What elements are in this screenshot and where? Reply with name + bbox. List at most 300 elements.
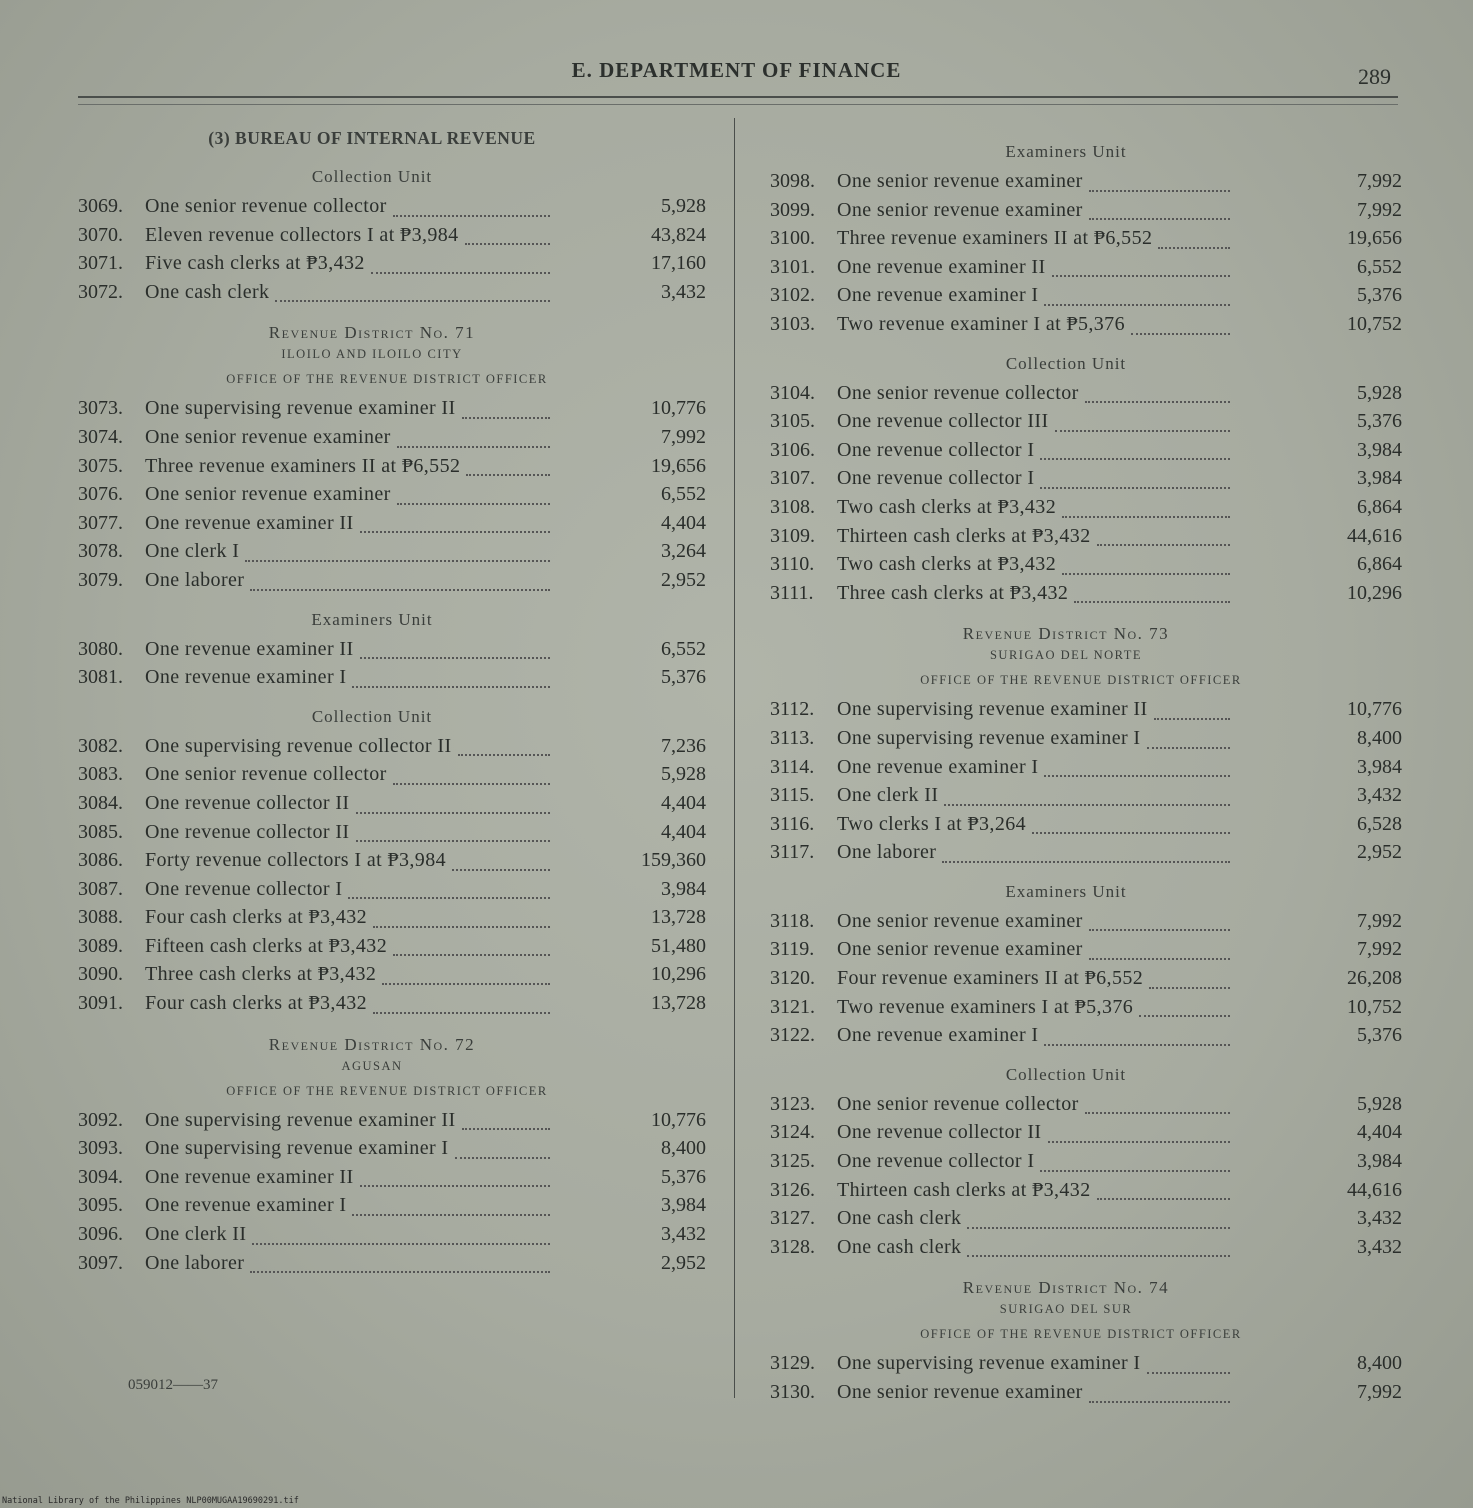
item-number: 3079. <box>78 568 123 591</box>
item-amount: 8,400 <box>1357 726 1402 749</box>
dot-leader <box>360 656 550 659</box>
line-item <box>78 397 706 426</box>
item-description: Four revenue examiners II at ₱6,552 <box>837 967 1144 990</box>
dot-leader <box>393 782 550 785</box>
item-number: 3069. <box>78 195 123 217</box>
line-item <box>770 996 1402 1025</box>
item-amount: 10,776 <box>651 397 706 420</box>
page-number: 289 <box>1358 64 1391 89</box>
dot-leader <box>1089 928 1230 931</box>
dot-leader <box>1131 332 1230 335</box>
line-item <box>78 483 706 512</box>
item-number: 3093. <box>78 1137 123 1160</box>
item-number: 3091. <box>78 992 123 1015</box>
dot-leader <box>275 299 550 302</box>
dot-leader <box>397 445 550 448</box>
line-item <box>78 735 706 764</box>
item-amount: 10,776 <box>1347 698 1402 721</box>
item-amount: 7,992 <box>661 425 706 448</box>
item-amount: 19,656 <box>651 454 706 477</box>
item-amount: 4,404 <box>661 511 706 534</box>
office-heading: OFFICE OF THE REVENUE DISTRICT OFFICER <box>920 673 1242 688</box>
item-number: 3121. <box>770 995 815 1018</box>
line-item <box>770 582 1402 611</box>
line-item <box>770 1024 1402 1053</box>
dot-leader <box>967 1226 1230 1229</box>
item-amount: 17,160 <box>651 252 706 275</box>
item-number: 3116. <box>770 812 815 835</box>
item-description: One revenue examiner II <box>145 637 354 660</box>
item-number: 3078. <box>78 540 123 563</box>
item-number: 3098. <box>770 170 815 192</box>
item-description: One revenue collector I <box>837 438 1035 461</box>
item-amount: 3,984 <box>1357 755 1402 778</box>
item-amount: 5,928 <box>661 763 706 786</box>
line-item <box>78 195 706 224</box>
item-amount: 26,208 <box>1347 967 1402 990</box>
item-description: One revenue collector I <box>145 877 343 900</box>
item-description: Five cash clerks at ₱3,432 <box>145 252 365 275</box>
item-description: One revenue examiner I <box>145 666 347 689</box>
line-item <box>78 224 706 253</box>
dot-leader <box>1040 457 1230 460</box>
item-description: Three cash clerks at ₱3,432 <box>837 581 1069 604</box>
item-number: 3128. <box>770 1235 815 1258</box>
item-description: Eleven revenue collectors I at ₱3,984 <box>145 223 459 246</box>
item-description: One supervising revenue examiner II <box>145 1108 456 1131</box>
line-item <box>770 553 1402 582</box>
line-item <box>770 967 1402 996</box>
item-number: 3105. <box>770 410 815 433</box>
office-heading: OFFICE OF THE REVENUE DISTRICT OFFICER <box>226 372 548 387</box>
item-description: One revenue collector II <box>837 1121 1042 1144</box>
item-number: 3125. <box>770 1150 815 1173</box>
line-item <box>78 1194 706 1223</box>
item-description: One senior revenue examiner <box>145 483 391 506</box>
dot-leader <box>1052 274 1230 277</box>
district-place: ILOILO AND ILOILO CITY <box>281 347 463 362</box>
line-item <box>78 540 706 569</box>
item-amount: 3,432 <box>661 1223 706 1246</box>
unit-heading: Collection Unit <box>1005 1064 1127 1084</box>
item-number: 3084. <box>78 791 123 814</box>
item-number: 3081. <box>78 666 123 689</box>
item-amount: 8,400 <box>1357 1352 1402 1375</box>
item-number: 3115. <box>770 784 815 807</box>
item-amount: 3,984 <box>1357 467 1402 490</box>
item-amount: 6,552 <box>661 637 706 660</box>
item-description: One senior revenue collector <box>837 1092 1079 1115</box>
dot-leader <box>1158 246 1230 249</box>
item-description: Four cash clerks at ₱3,432 <box>145 992 368 1015</box>
item-number: 3075. <box>78 454 123 477</box>
dot-leader <box>373 1011 550 1014</box>
item-amount: 5,376 <box>661 666 706 689</box>
item-amount: 10,296 <box>1347 581 1402 604</box>
item-amount: 44,616 <box>1347 1178 1402 1201</box>
office-heading: OFFICE OF THE REVENUE DISTRICT OFFICER <box>920 1327 1242 1342</box>
item-amount: 3,264 <box>661 540 706 563</box>
item-amount: 10,296 <box>651 963 706 986</box>
line-item <box>78 512 706 541</box>
line-item <box>770 1352 1402 1381</box>
dot-leader <box>1040 1169 1230 1172</box>
dot-leader <box>1089 217 1230 220</box>
line-item <box>78 426 706 455</box>
item-description: One clerk I <box>145 540 240 563</box>
item-amount: 5,928 <box>1357 1092 1402 1115</box>
item-number: 3090. <box>78 963 123 986</box>
item-description: One laborer <box>145 1251 245 1274</box>
item-description: One revenue examiner I <box>837 755 1039 778</box>
line-item <box>770 727 1402 756</box>
item-number: 3107. <box>770 467 815 490</box>
dot-leader <box>393 214 550 217</box>
item-description: One senior revenue collector <box>145 763 387 786</box>
bureau-title: (3) BUREAU OF INTERNAL REVENUE <box>208 128 536 148</box>
item-number: 3118. <box>770 909 815 932</box>
item-number: 3072. <box>78 280 123 303</box>
item-description: One revenue collector I <box>837 467 1035 490</box>
dot-leader <box>1062 515 1230 518</box>
dot-leader <box>465 242 550 245</box>
item-description: One cash clerk <box>837 1235 962 1258</box>
line-item <box>78 849 706 878</box>
dot-leader <box>1044 774 1230 777</box>
dot-leader <box>348 896 550 899</box>
district-place: SURIGAO DEL SUR <box>999 1302 1133 1317</box>
dot-leader <box>942 860 1230 863</box>
print-code: 059012——37 <box>128 1377 218 1393</box>
dot-leader <box>1089 957 1230 960</box>
item-number: 3110. <box>770 553 815 576</box>
item-amount: 13,728 <box>651 906 706 929</box>
item-description: Thirteen cash clerks at ₱3,432 <box>837 1178 1091 1201</box>
unit-heading: Examiners Unit <box>311 609 433 629</box>
item-description: One clerk II <box>837 784 939 807</box>
item-description: One cash clerk <box>145 280 270 303</box>
dot-leader <box>1074 600 1230 603</box>
item-description: One senior revenue collector <box>145 195 387 217</box>
line-item <box>770 938 1402 967</box>
item-amount: 7,992 <box>1357 170 1402 192</box>
item-number: 3076. <box>78 483 123 506</box>
item-number: 3074. <box>78 425 123 448</box>
item-number: 3095. <box>78 1194 123 1217</box>
item-amount: 10,752 <box>1347 312 1402 335</box>
item-amount: 5,928 <box>1357 381 1402 404</box>
line-item <box>770 1381 1402 1410</box>
item-amount: 5,376 <box>1357 410 1402 433</box>
item-amount: 3,432 <box>1357 1235 1402 1258</box>
item-description: One revenue collector II <box>145 820 350 843</box>
item-description: One supervising revenue examiner I <box>145 1137 449 1160</box>
item-number: 3077. <box>78 511 123 534</box>
dot-leader <box>1085 1111 1230 1114</box>
district-place: AGUSAN <box>341 1058 403 1073</box>
item-number: 3124. <box>770 1121 815 1144</box>
unit-heading: Collection Unit <box>311 167 433 186</box>
line-item <box>770 1150 1402 1179</box>
item-amount: 44,616 <box>1347 524 1402 547</box>
item-description: Four cash clerks at ₱3,432 <box>145 906 368 929</box>
line-item <box>78 1137 706 1166</box>
item-description: Two cash clerks at ₱3,432 <box>837 495 1057 518</box>
district-title: Revenue District No. 74 <box>962 1278 1170 1298</box>
dot-leader <box>458 753 550 756</box>
item-number: 3126. <box>770 1178 815 1201</box>
line-item <box>770 382 1402 411</box>
dot-leader <box>1149 986 1230 989</box>
item-amount: 10,776 <box>651 1108 706 1131</box>
line-item <box>770 1236 1402 1265</box>
item-number: 3086. <box>78 849 123 872</box>
dot-leader <box>1085 400 1230 403</box>
item-description: One senior revenue examiner <box>837 1381 1083 1403</box>
item-number: 3104. <box>770 381 815 404</box>
item-amount: 3,432 <box>1357 784 1402 807</box>
header-rule <box>78 96 1398 105</box>
dot-leader <box>1062 572 1230 575</box>
item-description: One senior revenue collector <box>837 381 1079 404</box>
dot-leader <box>245 559 550 562</box>
dot-leader <box>382 982 550 985</box>
item-description: One revenue examiner I <box>837 1024 1039 1047</box>
item-number: 3119. <box>770 938 815 961</box>
item-description: One revenue examiner I <box>145 1194 347 1217</box>
district-title: Revenue District No. 72 <box>268 1034 476 1054</box>
line-item <box>770 170 1402 199</box>
line-item <box>78 906 706 935</box>
item-description: Three revenue examiners II at ₱6,552 <box>837 227 1153 250</box>
dot-leader <box>1097 1197 1230 1200</box>
item-number: 3096. <box>78 1223 123 1246</box>
item-amount: 3,432 <box>661 280 706 303</box>
item-description: One laborer <box>145 568 245 591</box>
item-amount: 43,824 <box>651 223 706 246</box>
item-description: One senior revenue examiner <box>837 909 1083 932</box>
line-item <box>770 439 1402 468</box>
item-amount: 5,376 <box>1357 1024 1402 1047</box>
unit-heading: Collection Unit <box>1005 353 1127 373</box>
line-item <box>78 1109 706 1138</box>
item-amount: 7,992 <box>1357 1381 1402 1403</box>
dot-leader <box>1154 717 1230 720</box>
item-amount: 5,376 <box>661 1165 706 1188</box>
item-number: 3070. <box>78 223 123 246</box>
item-amount: 6,552 <box>661 483 706 506</box>
line-item <box>78 455 706 484</box>
dot-leader <box>356 839 551 842</box>
line-item <box>770 410 1402 439</box>
item-number: 3122. <box>770 1024 815 1047</box>
line-item <box>770 910 1402 939</box>
line-item <box>78 821 706 850</box>
line-item <box>770 496 1402 525</box>
item-amount: 5,928 <box>661 195 706 217</box>
line-item <box>78 792 706 821</box>
item-amount: 7,992 <box>1357 909 1402 932</box>
item-number: 3099. <box>770 198 815 221</box>
line-item <box>770 467 1402 496</box>
column-divider <box>734 118 735 1398</box>
item-amount: 4,404 <box>661 791 706 814</box>
item-amount: 2,952 <box>661 568 706 591</box>
item-description: One supervising revenue examiner II <box>145 397 456 420</box>
item-number: 3127. <box>770 1207 815 1230</box>
item-number: 3113. <box>770 726 815 749</box>
dot-leader <box>1055 429 1230 432</box>
item-description: One revenue examiner II <box>145 511 354 534</box>
line-item <box>78 992 706 1021</box>
item-amount: 6,552 <box>1357 255 1402 278</box>
dot-leader <box>356 811 551 814</box>
line-item <box>78 638 706 667</box>
dot-leader <box>1089 1400 1230 1403</box>
item-description: Three cash clerks at ₱3,432 <box>145 963 377 986</box>
dot-leader <box>250 1270 550 1273</box>
line-item <box>770 813 1402 842</box>
item-description: One revenue examiner I <box>837 284 1039 307</box>
item-number: 3103. <box>770 312 815 335</box>
item-description: One revenue examiner II <box>145 1165 354 1188</box>
dot-leader <box>1044 1043 1230 1046</box>
line-item <box>770 313 1402 342</box>
item-amount: 159,360 <box>641 849 706 872</box>
dot-leader <box>1040 486 1230 489</box>
item-description: Forty revenue collectors I at ₱3,984 <box>145 849 446 872</box>
dot-leader <box>1147 1371 1231 1374</box>
item-amount: 4,404 <box>1357 1121 1402 1144</box>
dot-leader <box>944 803 1230 806</box>
dot-leader <box>360 530 550 533</box>
line-item <box>770 698 1402 727</box>
item-amount: 3,432 <box>1357 1207 1402 1230</box>
unit-heading: Collection Unit <box>311 706 433 726</box>
item-amount: 2,952 <box>1357 841 1402 864</box>
line-item <box>78 252 706 281</box>
line-item <box>770 1121 1402 1150</box>
dot-leader <box>1089 189 1230 192</box>
item-amount: 3,984 <box>661 1194 706 1217</box>
item-number: 3111. <box>770 581 814 604</box>
item-description: One senior revenue examiner <box>837 198 1083 221</box>
dot-leader <box>452 868 550 871</box>
line-item <box>78 878 706 907</box>
item-description: One cash clerk <box>837 1207 962 1230</box>
dot-leader <box>1147 746 1231 749</box>
line-item <box>770 525 1402 554</box>
item-description: One revenue collector I <box>837 1150 1035 1173</box>
item-description: Thirteen cash clerks at ₱3,432 <box>837 524 1091 547</box>
item-number: 3112. <box>770 698 815 721</box>
line-item <box>770 1179 1402 1208</box>
archive-caption: National Library of the Philippines NLP00MUGAA19690291.tif <box>2 1496 299 1506</box>
line-item <box>78 281 706 310</box>
dot-leader <box>250 588 550 591</box>
item-number: 3073. <box>78 397 123 420</box>
unit-heading: Examiners Unit <box>1005 142 1127 161</box>
item-number: 3123. <box>770 1092 815 1115</box>
line-item <box>770 841 1402 870</box>
district-place: SURIGAO DEL NORTE <box>989 648 1143 663</box>
item-description: Three revenue examiners II at ₱6,552 <box>145 454 461 477</box>
item-amount: 3,984 <box>661 877 706 900</box>
item-description: One revenue collector III <box>837 410 1049 433</box>
item-number: 3109. <box>770 524 815 547</box>
item-number: 3088. <box>78 906 123 929</box>
item-description: Fifteen cash clerks at ₱3,432 <box>145 934 388 957</box>
line-item <box>78 763 706 792</box>
item-number: 3071. <box>78 252 123 275</box>
item-number: 3129. <box>770 1352 815 1375</box>
line-item <box>770 256 1402 285</box>
item-description: One senior revenue examiner <box>145 425 391 448</box>
item-description: Two cash clerks at ₱3,432 <box>837 553 1057 576</box>
dot-leader <box>967 1254 1230 1257</box>
dot-leader <box>352 1213 550 1216</box>
item-number: 3130. <box>770 1381 815 1403</box>
office-heading: OFFICE OF THE REVENUE DISTRICT OFFICER <box>226 1083 548 1098</box>
line-item <box>78 666 706 695</box>
line-item <box>78 935 706 964</box>
item-description: One supervising revenue examiner I <box>837 1352 1141 1375</box>
line-item <box>78 1252 706 1281</box>
item-description: One laborer <box>837 841 937 864</box>
item-number: 3094. <box>78 1165 123 1188</box>
dot-leader <box>462 416 550 419</box>
line-item <box>770 1207 1402 1236</box>
line-item <box>770 756 1402 785</box>
item-number: 3106. <box>770 438 815 461</box>
dot-leader <box>1048 1140 1231 1143</box>
item-amount: 7,236 <box>661 734 706 757</box>
item-number: 3087. <box>78 877 123 900</box>
item-amount: 19,656 <box>1347 227 1402 250</box>
item-description: One supervising revenue examiner II <box>837 698 1148 721</box>
line-item <box>770 784 1402 813</box>
item-amount: 5,376 <box>1357 284 1402 307</box>
dot-leader <box>252 1242 550 1245</box>
dot-leader <box>1139 1014 1230 1017</box>
item-description: One supervising revenue examiner I <box>837 726 1141 749</box>
item-description: One clerk II <box>145 1223 247 1246</box>
item-amount: 6,864 <box>1357 553 1402 576</box>
dot-leader <box>455 1156 551 1159</box>
item-number: 3080. <box>78 637 123 660</box>
item-amount: 51,480 <box>651 934 706 957</box>
item-amount: 6,864 <box>1357 495 1402 518</box>
item-number: 3092. <box>78 1108 123 1131</box>
item-number: 3100. <box>770 227 815 250</box>
item-number: 3083. <box>78 763 123 786</box>
item-amount: 10,752 <box>1347 995 1402 1018</box>
item-description: Two revenue examiner I at ₱5,376 <box>837 312 1125 335</box>
district-title: Revenue District No. 73 <box>962 624 1170 644</box>
dot-leader <box>466 473 550 476</box>
line-item <box>78 1223 706 1252</box>
item-description: One supervising revenue collector II <box>145 734 452 757</box>
left-column <box>78 122 706 1280</box>
right-column <box>770 130 1402 1410</box>
item-description: One senior revenue examiner <box>837 170 1083 192</box>
item-description: One revenue examiner II <box>837 255 1046 278</box>
item-number: 3114. <box>770 755 815 778</box>
item-amount: 2,952 <box>661 1251 706 1274</box>
item-number: 3120. <box>770 967 815 990</box>
item-description: One senior revenue examiner <box>837 938 1083 961</box>
item-number: 3097. <box>78 1251 123 1274</box>
